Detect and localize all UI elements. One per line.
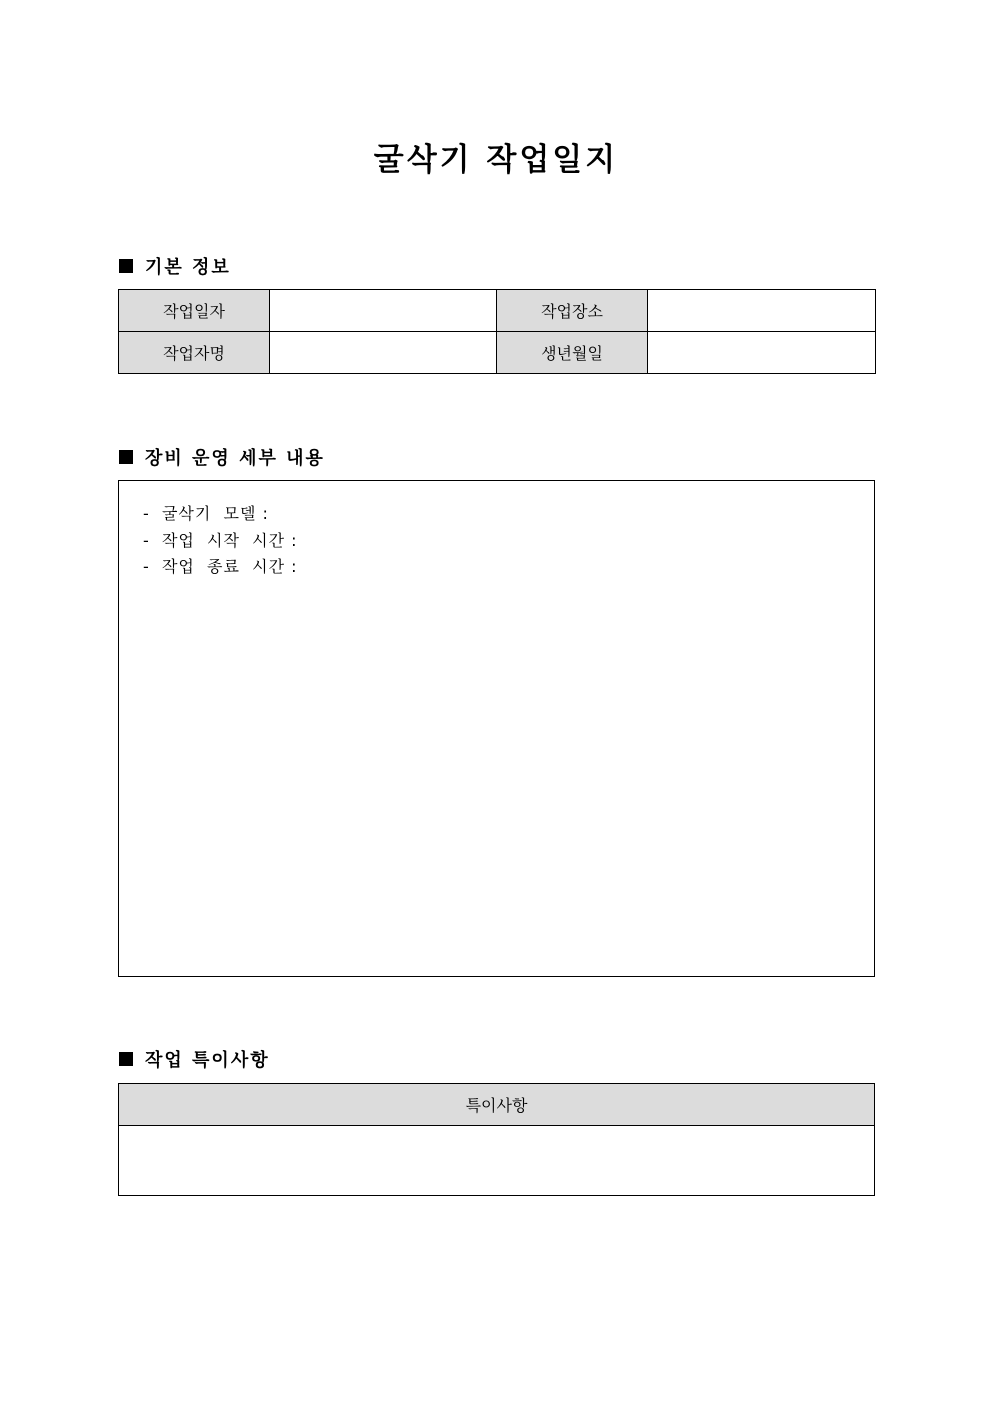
work-date-label: 작업일자: [119, 290, 270, 332]
section-heading-equipment-details: [119, 444, 325, 470]
equipment-details-box[interactable]: [118, 480, 875, 977]
section-heading-basic-info: [119, 253, 231, 279]
section-heading-special-notes: [119, 1046, 270, 1072]
page-title: 굴삭기 작업일지: [373, 142, 619, 178]
excavator-model-line: - 굴삭기 모델 :: [143, 504, 269, 523]
special-notes-header: 특이사항: [119, 1084, 875, 1126]
birth-date-field[interactable]: [648, 332, 876, 374]
special-notes-field[interactable]: [119, 1126, 875, 1196]
section-heading-label: 장비 운영 세부 내용: [145, 448, 325, 469]
section-heading-label: 기본 정보: [145, 257, 231, 278]
square-bullet-icon: [119, 1052, 133, 1066]
square-bullet-icon: [119, 259, 133, 273]
table-row: [119, 332, 876, 374]
basic-info-table: [118, 289, 876, 374]
work-place-field[interactable]: [648, 290, 876, 332]
table-row: [119, 1084, 875, 1126]
square-bullet-icon: [119, 450, 133, 464]
birth-date-label: 생년월일: [497, 332, 648, 374]
special-notes-table: [118, 1083, 875, 1196]
worker-name-field[interactable]: [270, 332, 497, 374]
work-start-time-line: - 작업 시작 시간 :: [143, 531, 298, 550]
section-heading-label: 작업 특이사항: [145, 1050, 270, 1071]
work-date-field[interactable]: [270, 290, 497, 332]
work-end-time-line: - 작업 종료 시간 :: [143, 557, 298, 576]
table-row: [119, 290, 876, 332]
worker-name-label: 작업자명: [119, 332, 270, 374]
table-row: [119, 1126, 875, 1196]
work-place-label: 작업장소: [497, 290, 648, 332]
